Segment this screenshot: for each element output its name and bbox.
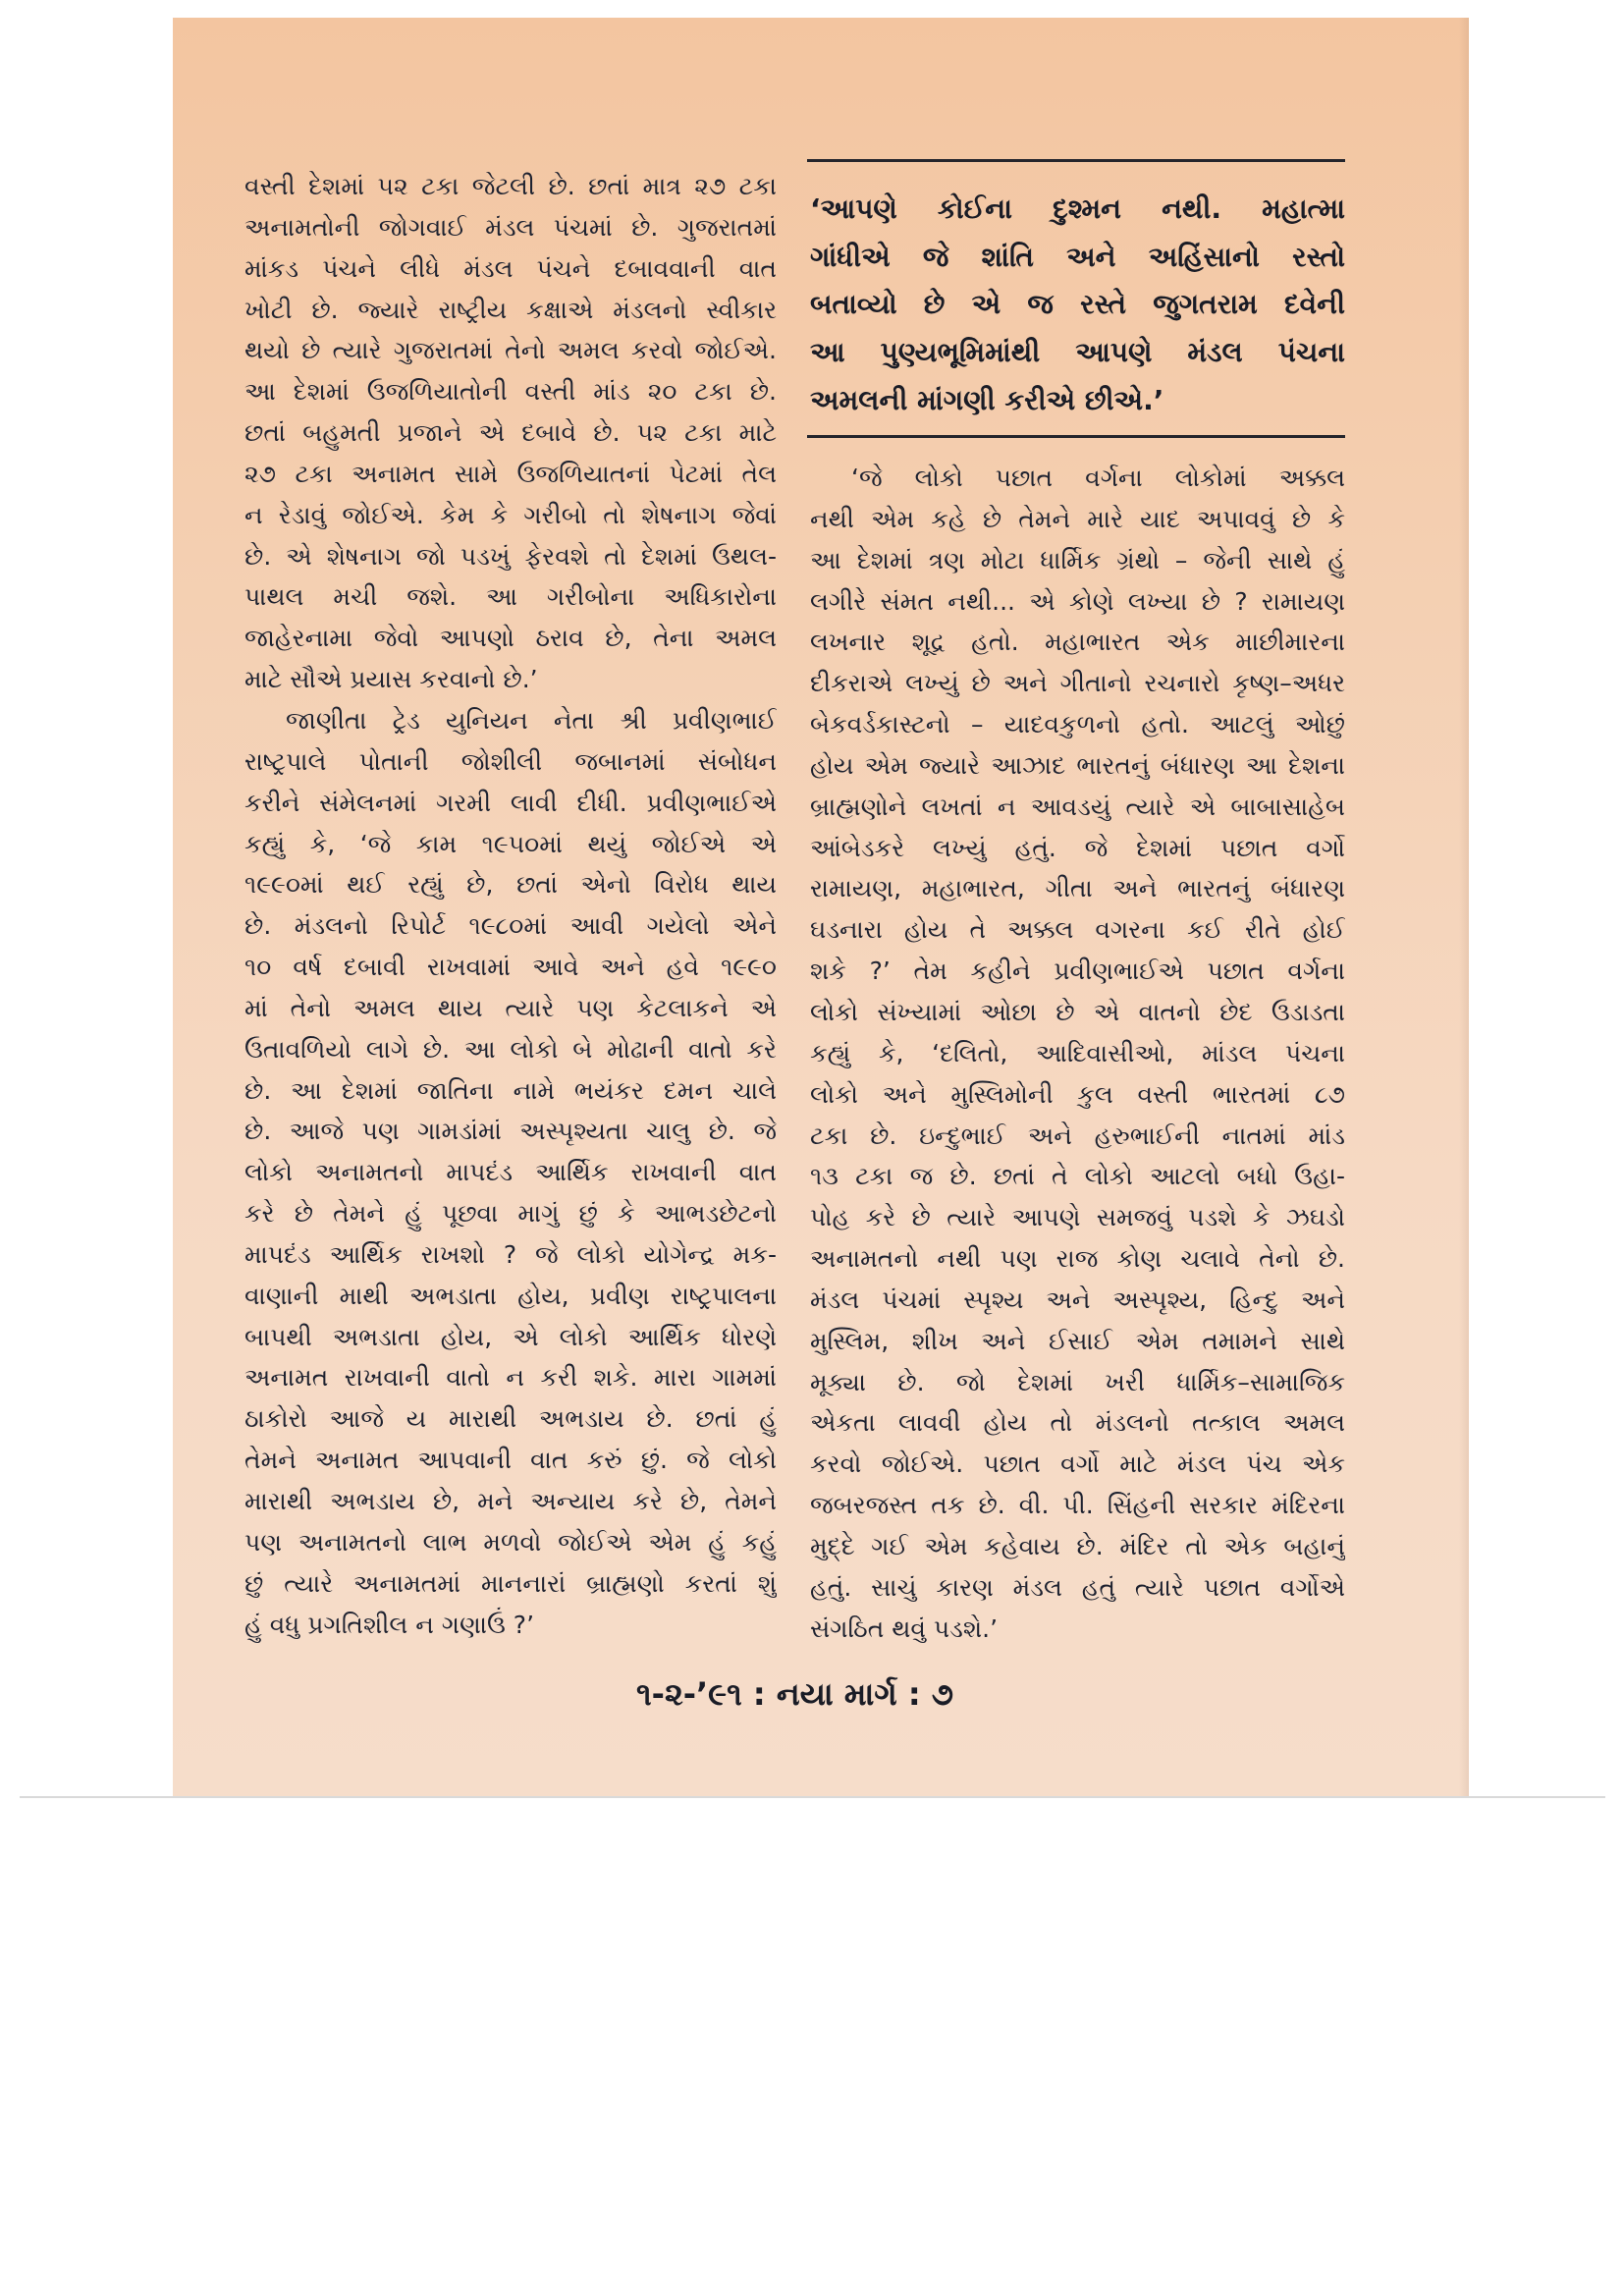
text-line: તેમને અનામત આપવાની વાત કરું છું. જે લોકો bbox=[244, 1446, 777, 1475]
text-line: પણ અનામતનો લાભ મળવો જોઈએ એમ હું કહું bbox=[244, 1527, 777, 1557]
text-line: બેકવર્ડકાસ્ટનો – યાદવકુળનો હતો. આટલું ઓછું bbox=[810, 710, 1345, 739]
text-line: લખનાર શૂદ્ર હતો. મહાભારત એક માછીમારના bbox=[810, 628, 1345, 657]
scanner-edge-line bbox=[20, 1796, 1605, 1798]
text-line: નથી એમ કહે છે તેમને મારે યાદ અપાવવું છે કે bbox=[810, 504, 1345, 533]
text-line: લોકો અને મુસ્લિમોની કુલ વસ્તી ભારતમાં ૮૭ bbox=[810, 1079, 1345, 1109]
text-line: મૂક્યા છે. જો દેશમાં ખરી ધાર્મિક–સામાજિક bbox=[810, 1367, 1345, 1396]
text-line: ટકા છે. ઇન્દુભાઈ અને હરુભાઈની નાતમાં માંડ bbox=[810, 1121, 1345, 1150]
text-line: માટે સૌએ પ્રયાસ કરવાનો છે.’ bbox=[244, 665, 538, 694]
text-line: પાથલ મચી જશે. આ ગરીબોના અધિકારોના bbox=[244, 582, 777, 612]
text-line: મુસ્લિમ, શીખ અને ઈસાઈ એમ તમામને સાથે bbox=[810, 1326, 1345, 1355]
text-line: લોકો સંખ્યામાં ઓછા છે એ વાતનો છેદ ઉડાડતા bbox=[810, 997, 1345, 1026]
text-line: આ દેશમાં ત્રણ મોટા ધાર્મિક ગ્રંથો – જેની સાથે હું bbox=[810, 545, 1345, 574]
text-line: ઉતાવળિયો લાગે છે. આ લોકો બે મોઢાની વાતો કરે bbox=[244, 1034, 777, 1064]
text-line: ૨૭ ટકા અનામત સામે ઉજળિયાતનાં પેટમાં તેલ bbox=[244, 459, 777, 488]
text-line: હું વધુ પ્રગતિશીલ ન ગણાઉં ?’ bbox=[244, 1610, 535, 1639]
text-line: રાષ્ટ્રપાલે પોતાની જોશીલી જબાનમાં સંબોધન bbox=[244, 746, 777, 776]
text-line: જાહેરનામા જેવો આપણો ઠરાવ છે, તેના અમલ bbox=[244, 624, 777, 653]
text-line: વસ્તી દેશમાં ૫૨ ટકા જેટલી છે. છતાં માત્ર ૨૭ ટકા bbox=[244, 172, 777, 200]
text-line: અનામત રાખવાની વાતો ન કરી શકે. મારા ગામમાં bbox=[244, 1363, 777, 1393]
text-line: છે. એ શેષનાગ જો પડખું ફેરવશે તો દેશમાં ઉથલ- bbox=[244, 541, 777, 571]
text-line: છે. મંડલનો રિપોર્ટ ૧૯૮૦માં આવી ગયેલો એને bbox=[244, 911, 777, 941]
text-line: અનામતનો નથી પણ રાજ કોણ ચલાવે તેનો છે. bbox=[810, 1244, 1345, 1274]
pull-quote-bottom-rule bbox=[807, 435, 1345, 438]
text-line: મુદ્દે ગઈ એમ કહેવાય છે. મંદિર તો એક બહાનું bbox=[810, 1531, 1345, 1560]
text-line: ૧૩ ટકા જ છે. છતાં તે લોકો આટલો બધો ઉહા- bbox=[810, 1162, 1345, 1191]
text-line: વાણાની માથી અભડાતા હોય, પ્રવીણ રાષ્ટ્રપાલના bbox=[244, 1281, 777, 1310]
text-line: અનામતોની જોગવાઈ મંડલ પંચમાં છે. ગુજરાતમાં bbox=[244, 212, 777, 242]
text-line: મારાથી અભડાય છે, મને અન્યાય કરે છે, તેમને bbox=[244, 1487, 777, 1515]
page-footer: ૧-૨-’૯૧ : નયા માર્ગ : ૭ bbox=[635, 1675, 954, 1713]
text-line: ન રેડાવું જોઈએ. કેમ કે ગરીબો તો શેષનાગ જેવાં bbox=[244, 500, 777, 529]
pull-quote-line: બતાવ્યો છે એ જ રસ્તે જુગતરામ દવેની bbox=[810, 288, 1345, 321]
pull-quote bbox=[810, 186, 1345, 424]
text-line: એકતા લાવવી હોય તો મંડલનો તત્કાલ અમલ bbox=[810, 1408, 1345, 1438]
text-line: ખોટી છે. જ્યારે રાષ્ટ્રીય કક્ષાએ મંડલનો સ્વીકાર bbox=[244, 295, 777, 324]
text-line: જબરજસ્ત તક છે. વી. પી. સિંહની સરકાર મંદિરના bbox=[810, 1491, 1345, 1520]
pull-quote-line: ગાંધીએ જે શાંતિ અને અહિંસાનો રસ્તો bbox=[810, 240, 1345, 273]
text-line: છે. આજે પણ ગામડાંમાં અસ્પૃશ્યતા ચાલુ છે. જે bbox=[244, 1117, 777, 1146]
text-line: માપદંડ આર્થિક રાખશો ? જે લોકો યોગેન્દ્ર મક- bbox=[244, 1239, 777, 1269]
text-line: છતાં બહુમતી પ્રજાને એ દબાવે છે. ૫૨ ટકા માટે bbox=[244, 418, 777, 448]
text-line: બ્રાહ્મણોને લખતાં ન આવડયું ત્યારે એ બાબાસાહેબ bbox=[810, 792, 1345, 821]
text-line: કહ્યું કે, ‘દલિતો, આદિવાસીઓ, માંડલ પંચના bbox=[810, 1038, 1345, 1067]
text-line: લોકો અનામતનો માપદંડ આર્થિક રાખવાની વાત bbox=[244, 1158, 777, 1187]
text-line: હોય એમ જ્યારે આઝાદ ભારતનું બંધારણ આ દેશના bbox=[810, 750, 1345, 780]
text-line: ૧૦ વર્ષ દબાવી રાખવામાં આવે અને હવે ૧૯૯૦ bbox=[244, 953, 777, 982]
text-line: પોહ કરે છે ત્યારે આપણે સમજવું પડશે કે ઝઘડો bbox=[810, 1203, 1345, 1232]
text-line: આ દેશમાં ઉજળિયાતોની વસ્તી માંડ ૨૦ ટકા છે. bbox=[244, 377, 777, 407]
pull-quote-line: ‘આપણે કોઈના દુશ્મન નથી. મહાત્મા bbox=[810, 192, 1345, 225]
text-line: ૧૯૯૦માં થઈ રહ્યું છે, છતાં એનો વિરોધ થાય bbox=[244, 870, 777, 900]
text-line: રામાયણ, મહાભારત, ગીતા અને ભારતનું બંધારણ bbox=[810, 874, 1345, 903]
text-line: કહ્યું કે, ‘જે કામ ૧૯૫૦માં થયું જોઈએ એ bbox=[244, 829, 777, 858]
text-line: કરે છે તેમને હું પૂછવા માગું છું કે આભડછેટનો bbox=[244, 1199, 777, 1229]
text-line: શકે ?’ તેમ કહીને પ્રવીણભાઈએ પછાત વર્ગના bbox=[810, 957, 1345, 986]
text-line: હતું. સાચું કારણ મંડલ હતું ત્યારે પછાત વર્ગોએ bbox=[810, 1572, 1345, 1602]
text-line: છું ત્યારે અનામતમાં માનનારાં બ્રાહ્મણો કરતાં શું bbox=[244, 1568, 777, 1598]
text-line: બાપથી અભડાતા હોય, એ લોકો આર્થિક ધોરણે bbox=[244, 1322, 777, 1351]
text-line: દીકરાએ લખ્યું છે અને ગીતાનો રચનારો કૃષ્ણ–અધર bbox=[810, 669, 1345, 698]
text-line: લગીરે સંમત નથી... એ કોણે લખ્યા છે ? રામાયણ bbox=[810, 586, 1345, 616]
right-column bbox=[810, 458, 1345, 1649]
text-line: મંડલ પંચમાં સ્પૃશ્ય અને અસ્પૃશ્ય, હિન્દુ અને bbox=[810, 1285, 1345, 1314]
pull-quote-line: અમલની માંગણી કરીએ છીએ.’ bbox=[810, 383, 1164, 416]
text-line: આંબેડકરે લખ્યું હતું. જે દેશમાં પછાત વર્ગો bbox=[810, 833, 1345, 862]
pull-quote-line: આ પુણ્યભૂમિમાંથી આપણે મંડલ પંચના bbox=[810, 336, 1345, 369]
page-edge-shadow bbox=[1459, 18, 1469, 1797]
text-line: સંગઠિત થવું પડશે.’ bbox=[810, 1613, 999, 1643]
paragraph-start-line: જાણીતા ટ્રેડ યુનિયન નેતા શ્રી પ્રવીણભાઈ bbox=[286, 705, 777, 735]
text-line: માંકડ પંચને લીધે મંડલ પંચને દબાવવાની વાત bbox=[244, 253, 777, 283]
text-line: માં તેનો અમલ થાય ત્યારે પણ કેટલાકને એ bbox=[244, 993, 777, 1022]
text-line: થયો છે ત્યારે ગુજરાતમાં તેનો અમલ કરવો જોઈએ. bbox=[244, 336, 777, 365]
pull-quote-top-rule bbox=[807, 159, 1345, 162]
text-line: કરીને સંમેલનમાં ગરમી લાવી દીધી. પ્રવીણભાઈએ bbox=[244, 788, 777, 817]
text-line: ઠાકોરો આજે ય મારાથી અભડાય છે. છતાં હું bbox=[244, 1404, 777, 1434]
text-line: છે. આ દેશમાં જાતિના નામે ભયંકર દમન ચાલે bbox=[244, 1075, 777, 1105]
paragraph-start-line: ‘જે લોકો પછાત વર્ગના લોકોમાં અક્કલ bbox=[851, 464, 1345, 492]
left-column bbox=[244, 166, 777, 1645]
text-line: ઘડનારા હોય તે અક્કલ વગરના કઈ રીતે હોઈ bbox=[810, 915, 1345, 945]
text-line: કરવો જોઈએ. પછાત વર્ગો માટે મંડલ પંચ એક bbox=[810, 1449, 1345, 1479]
